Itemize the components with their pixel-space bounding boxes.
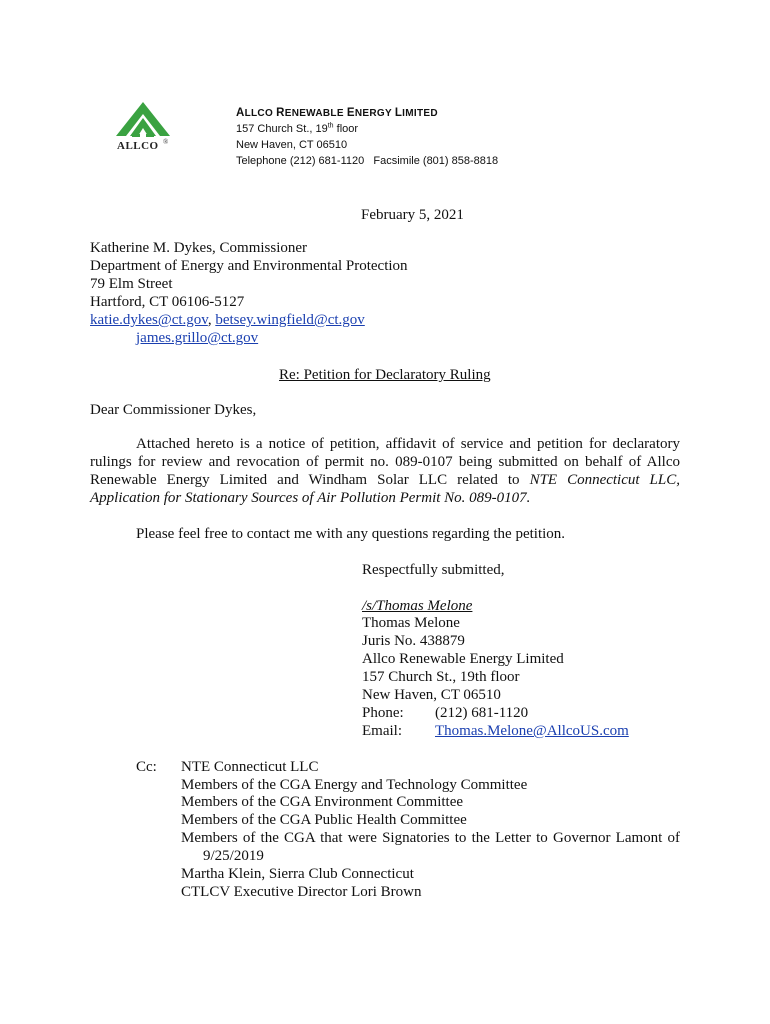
signer-street: 157 Church St., 19th floor bbox=[362, 669, 520, 685]
valediction: Respectfully submitted, bbox=[362, 562, 505, 578]
recipient-street: 79 Elm Street bbox=[90, 276, 173, 292]
signer-juris: Juris No. 438879 bbox=[362, 633, 465, 649]
signer-phone-label: Phone: bbox=[362, 705, 404, 721]
signature: /s/Thomas Melone bbox=[362, 598, 473, 614]
logo-registered-mark: ® bbox=[163, 138, 169, 146]
cc-item: Martha Klein, Sierra Club Connecticut bbox=[181, 866, 414, 882]
cc-item: Members of the CGA Public Health Committee bbox=[181, 812, 467, 828]
signer-name: Thomas Melone bbox=[362, 615, 460, 631]
recipient-name: Katherine M. Dykes, Commissioner bbox=[90, 240, 308, 256]
recipient-department: Department of Energy and Environmental Protection bbox=[90, 258, 408, 274]
cc-item: NTE Connecticut LLC bbox=[181, 759, 319, 775]
email-link-james[interactable]: james.grillo@ct.gov bbox=[136, 330, 259, 346]
cc-item: Members of the CGA Environment Committee bbox=[181, 794, 464, 810]
body-p1-line4: Application for Stationary Sources of Air Pollution Permit No. 089-0107. bbox=[90, 490, 531, 506]
recipient-emails-line: katie.dykes@ct.gov, betsey.wingfield@ct.gov bbox=[90, 312, 365, 328]
signer-email-wrap bbox=[435, 722, 629, 740]
signer-company: Allco Renewable Energy Limited bbox=[362, 651, 564, 667]
recipient-city: Hartford, CT 06106-5127 bbox=[90, 294, 245, 310]
email-link-katie[interactable]: katie.dykes@ct.gov bbox=[90, 312, 208, 328]
body-p1-line2: rulings for review and revocation of permit no. 089-0107 being submitted on behalf of Allco bbox=[90, 454, 680, 470]
letter-date: February 5, 2021 bbox=[361, 207, 464, 223]
recipient-email-line2 bbox=[136, 329, 258, 347]
logo-text: ALLCO bbox=[117, 140, 159, 152]
cc-item: CTLCV Executive Director Lori Brown bbox=[181, 884, 422, 900]
cc-item: Members of the CGA that were Signatories to the Letter to Governor Lamont of bbox=[181, 830, 680, 846]
company-address-line1: 157 Church St., 19th floor bbox=[236, 122, 359, 135]
cc-item: Members of the CGA Energy and Technology Committee bbox=[181, 777, 528, 793]
signer-city: New Haven, CT 06510 bbox=[362, 687, 501, 703]
company-address-line2: New Haven, CT 06510 bbox=[236, 139, 348, 151]
cc-item: 9/25/2019 bbox=[203, 848, 264, 864]
body-p2: Please feel free to contact me with any questions regarding the petition. bbox=[136, 526, 566, 542]
signer-email-link[interactable]: Thomas.Melone@AllcoUS.com bbox=[435, 723, 629, 739]
signer-phone: (212) 681-1120 bbox=[435, 705, 529, 721]
email-link-betsey[interactable]: betsey.wingfield@ct.gov bbox=[215, 312, 365, 328]
subject-line: Re: Petition for Declaratory Ruling bbox=[279, 367, 491, 383]
company-name: ALLCO RENEWABLE ENERGY LIMITED bbox=[236, 107, 438, 119]
body-p1-line3: Renewable Energy Limited and Windham Solar LLC related to NTE Connecticut LLC, bbox=[90, 472, 680, 488]
signer-email-label: Email: bbox=[362, 723, 402, 739]
body-p1-line1: Attached hereto is a notice of petition, affidavit of service and petition for declaratory bbox=[136, 436, 680, 452]
company-phone-fax: Telephone (212) 681-1120 Facsimile (801) 858-8818 bbox=[236, 155, 499, 167]
salutation: Dear Commissioner Dykes, bbox=[90, 402, 257, 418]
cc-label: Cc: bbox=[136, 759, 157, 775]
